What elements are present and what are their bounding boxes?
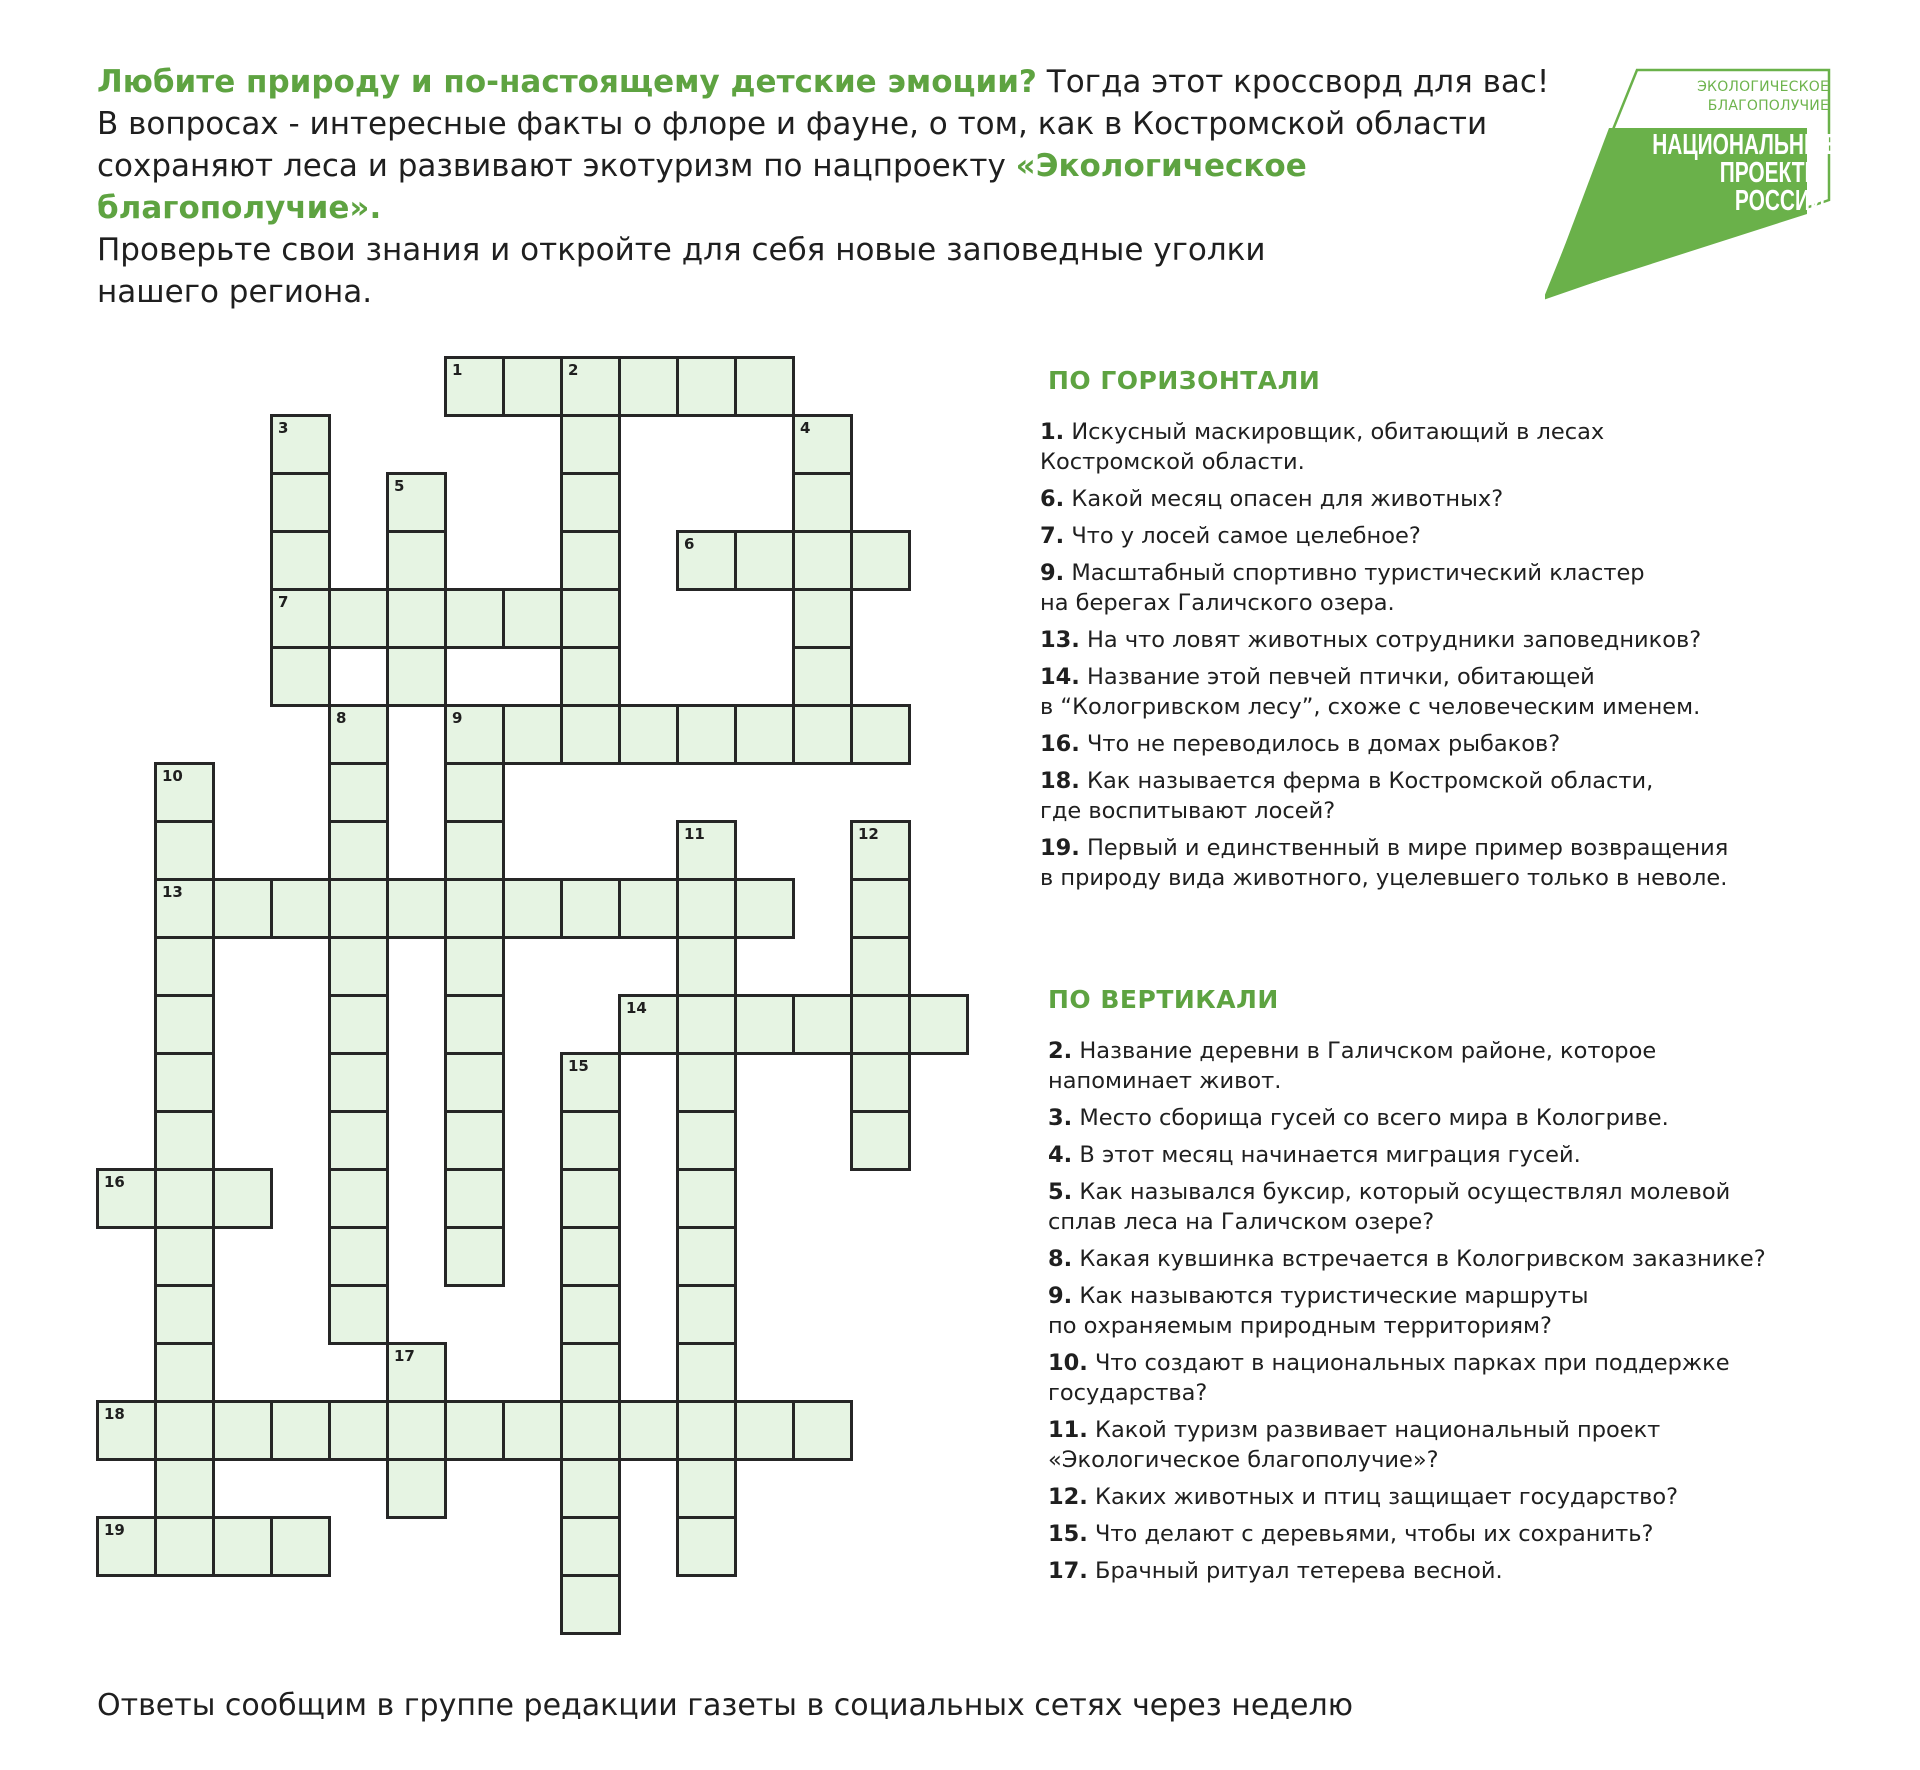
crossword-cell[interactable]	[444, 704, 505, 765]
crossword-cell[interactable]	[212, 1516, 273, 1577]
crossword-cell[interactable]	[386, 588, 447, 649]
clue-text: Какая кувшинка встречается в Кологривском заказнике?	[1072, 1246, 1766, 1272]
crossword-cell[interactable]	[850, 1110, 911, 1171]
clue-num: 9.	[1040, 560, 1065, 586]
clue-num: 5.	[1048, 1179, 1073, 1205]
crossword-cell[interactable]	[386, 472, 447, 533]
crossword-cell[interactable]	[270, 1400, 331, 1461]
crossword-cell[interactable]	[444, 588, 505, 649]
crossword-cell[interactable]	[676, 820, 737, 881]
crossword-cell[interactable]	[676, 530, 737, 591]
clue-number: 13	[162, 883, 183, 901]
intro-line-1	[97, 61, 1557, 103]
crossword-cell[interactable]	[386, 1458, 447, 1519]
down-clues	[1040, 985, 1880, 1593]
crossword-cell[interactable]	[154, 820, 215, 881]
crossword-cell[interactable]	[270, 472, 331, 533]
crossword-cell[interactable]	[444, 1110, 505, 1171]
crossword-cell[interactable]	[386, 1400, 447, 1461]
crossword-cell[interactable]	[560, 1458, 621, 1519]
crossword-cell[interactable]	[676, 1516, 737, 1577]
clue-num: 19.	[1040, 835, 1080, 861]
across-clue	[1040, 417, 1880, 477]
clue-num: 11.	[1048, 1417, 1088, 1443]
clue-text: Название деревни в Галичском районе, которое напоминает живот.	[1048, 1038, 1657, 1094]
clue-text: Название этой певчей птички, обитающей в “Кологривском лесу”, схоже с человеческим именем.	[1040, 664, 1701, 720]
crossword-cell[interactable]	[676, 1226, 737, 1287]
crossword-cell[interactable]	[328, 1284, 389, 1345]
crossword-cell[interactable]	[328, 1226, 389, 1287]
clue-num: 7.	[1040, 523, 1065, 549]
crossword-cell[interactable]	[792, 1400, 853, 1461]
crossword-cell[interactable]	[676, 1284, 737, 1345]
crossword-cell[interactable]	[908, 994, 969, 1055]
crossword-cell[interactable]	[850, 878, 911, 939]
clue-number: 18	[104, 1405, 125, 1423]
crossword-cell[interactable]	[734, 994, 795, 1055]
across-clue	[1040, 521, 1880, 551]
crossword-cell[interactable]	[734, 704, 795, 765]
crossword-cell[interactable]	[560, 1400, 621, 1461]
crossword-cell[interactable]	[154, 936, 215, 997]
clue-text: Первый и единственный в мире пример возвращения в природу вида животного, уцелевшего только в неволе.	[1040, 835, 1729, 891]
crossword-cell[interactable]	[154, 1110, 215, 1171]
clue-num: 12.	[1048, 1484, 1088, 1510]
down-clue	[1048, 1519, 1880, 1549]
crossword-cell[interactable]	[270, 646, 331, 707]
crossword-cell[interactable]	[444, 762, 505, 823]
clue-number: 12	[858, 825, 879, 843]
crossword-cell[interactable]	[328, 588, 389, 649]
crossword-cell[interactable]	[560, 704, 621, 765]
crossword-cell[interactable]	[560, 878, 621, 939]
intro-line-2: В вопросах - интересные факты о флоре и фауне, о том, как в Костромской области	[97, 106, 1488, 142]
crossword-cell[interactable]	[96, 1400, 157, 1461]
crossword-cell[interactable]	[850, 820, 911, 881]
clue-text: Брачный ритуал тетерева весной.	[1087, 1558, 1503, 1584]
down-clue	[1048, 1482, 1880, 1512]
crossword-cell[interactable]	[850, 530, 911, 591]
crossword-cell[interactable]	[734, 1400, 795, 1461]
crossword-cell[interactable]	[850, 936, 911, 997]
crossword-cell[interactable]	[328, 1168, 389, 1229]
across-clue	[1040, 729, 1880, 759]
crossword-cell[interactable]	[792, 994, 853, 1055]
crossword-cell[interactable]	[734, 878, 795, 939]
clue-text: Как назывался буксир, который осуществлял молевой сплав леса на Галичском озере?	[1048, 1179, 1731, 1235]
crossword-cell[interactable]	[328, 878, 389, 939]
intro-line-4: Проверьте свои знания и откройте для себя новые заповедные уголки	[97, 232, 1266, 268]
clue-text: Что создают в национальных парках при поддержке государства?	[1048, 1350, 1730, 1406]
crossword-cell[interactable]	[444, 936, 505, 997]
crossword-cell[interactable]	[560, 588, 621, 649]
down-clue	[1048, 1244, 1880, 1274]
clue-text: Искусный маскировщик, обитающий в лесах Костромской области.	[1040, 419, 1605, 475]
logo-top-line-1: ЭКОЛОГИЧЕСКОЕ	[1697, 79, 1829, 95]
crossword-cell[interactable]	[328, 994, 389, 1055]
crossword-cell[interactable]	[560, 414, 621, 475]
intro-line-5: нашего региона.	[97, 274, 373, 310]
logo-main-line-2: ПРОЕКТЫ	[1719, 157, 1825, 189]
crossword-cell[interactable]	[502, 704, 563, 765]
crossword-cell[interactable]	[154, 1052, 215, 1113]
clue-number: 11	[684, 825, 705, 843]
crossword-cell[interactable]	[444, 994, 505, 1055]
crossword-cell[interactable]	[618, 994, 679, 1055]
project-name: «Экологическое благополучие».	[97, 148, 1307, 226]
crossword-cell[interactable]	[618, 356, 679, 417]
crossword-cell[interactable]	[792, 588, 853, 649]
clue-number: 19	[104, 1521, 125, 1539]
clue-text: Какой туризм развивает национальный проект «Экологическое благополучие»?	[1048, 1417, 1661, 1473]
crossword-cell[interactable]	[676, 1052, 737, 1113]
clue-text: Что делают с деревьями, чтобы их сохранить?	[1087, 1521, 1654, 1547]
crossword-cell[interactable]	[270, 1516, 331, 1577]
crossword-cell[interactable]	[270, 878, 331, 939]
clue-num: 3.	[1048, 1105, 1073, 1131]
intro-lead-rest: Тогда этот кроссворд для вас!	[1036, 64, 1550, 100]
crossword-cell[interactable]	[154, 1458, 215, 1519]
down-clue	[1048, 1281, 1880, 1341]
crossword-cell[interactable]	[734, 530, 795, 591]
crossword-cell[interactable]	[154, 878, 215, 939]
crossword-cell[interactable]	[212, 878, 273, 939]
crossword-cell[interactable]	[444, 356, 505, 417]
down-clue-list	[1040, 1036, 1880, 1586]
down-clue	[1048, 1140, 1880, 1170]
crossword-cell[interactable]	[618, 1400, 679, 1461]
crossword-cell[interactable]	[560, 472, 621, 533]
clue-number: 7	[278, 593, 289, 611]
crossword-cell[interactable]	[850, 994, 911, 1055]
crossword-cell[interactable]	[792, 646, 853, 707]
clue-number: 6	[684, 535, 695, 553]
crossword-cell[interactable]	[154, 1516, 215, 1577]
clue-num: 14.	[1040, 664, 1080, 690]
crossword-cell[interactable]	[154, 1400, 215, 1461]
crossword-cell[interactable]	[96, 1516, 157, 1577]
logo-top-line-2: БЛАГОПОЛУЧИЕ	[1707, 98, 1829, 114]
down-clue	[1048, 1348, 1880, 1408]
logo-main-line-1: НАЦИОНАЛЬНЫЕ	[1652, 129, 1839, 161]
crossword-cell[interactable]	[560, 1342, 621, 1403]
crossword-cell[interactable]	[328, 936, 389, 997]
clue-text: В этот месяц начинается миграция гусей.	[1072, 1142, 1581, 1168]
crossword-cell[interactable]	[676, 1342, 737, 1403]
clue-number: 2	[568, 361, 579, 379]
crossword-cell[interactable]	[502, 878, 563, 939]
clue-number: 5	[394, 477, 405, 495]
crossword-cell[interactable]	[328, 1110, 389, 1171]
crossword-cell[interactable]	[560, 646, 621, 707]
crossword-cell[interactable]	[444, 820, 505, 881]
clue-num: 4.	[1048, 1142, 1073, 1168]
crossword-cell[interactable]	[212, 1168, 273, 1229]
crossword-cell[interactable]	[154, 1342, 215, 1403]
crossword-cell[interactable]	[212, 1400, 273, 1461]
footer-note: Ответы сообщим в группе редакции газеты в социальных сетях через неделю	[97, 1688, 1353, 1723]
crossword-cell[interactable]	[676, 1400, 737, 1461]
crossword-cell[interactable]	[850, 704, 911, 765]
clue-num: 9.	[1048, 1283, 1073, 1309]
across-clue	[1040, 484, 1880, 514]
clue-num: 6.	[1040, 486, 1065, 512]
clue-num: 15.	[1048, 1521, 1088, 1547]
clue-num: 1.	[1040, 419, 1065, 445]
crossword-cell[interactable]	[328, 762, 389, 823]
across-title: ПО ГОРИЗОНТАЛИ	[1048, 366, 1321, 395]
crossword-cell[interactable]	[850, 1052, 911, 1113]
clue-num: 18.	[1040, 768, 1080, 794]
intro-text	[97, 61, 1557, 313]
crossword-cell[interactable]	[560, 530, 621, 591]
down-clue	[1048, 1103, 1880, 1133]
crossword-cell[interactable]	[560, 1110, 621, 1171]
crossword-cell[interactable]	[154, 1284, 215, 1345]
crossword-cell[interactable]	[270, 530, 331, 591]
crossword-cell[interactable]	[560, 1226, 621, 1287]
crossword-cell[interactable]	[792, 414, 853, 475]
crossword-cell[interactable]	[328, 820, 389, 881]
crossword-cell[interactable]	[154, 994, 215, 1055]
intro-lead-question: Любите природу и по-настоящему детские эмоции?	[97, 64, 1037, 100]
crossword-cell[interactable]	[444, 1052, 505, 1113]
across-clues	[1040, 366, 1880, 900]
clue-number: 8	[336, 709, 347, 727]
down-clue	[1048, 1556, 1880, 1586]
clue-num: 16.	[1040, 731, 1080, 757]
crossword-cell[interactable]	[560, 1284, 621, 1345]
crossword-cell[interactable]	[792, 704, 853, 765]
clue-text: Как называются туристические маршруты по охраняемым природным территориям?	[1048, 1283, 1589, 1339]
crossword-cell[interactable]	[386, 530, 447, 591]
crossword-cell[interactable]	[444, 1168, 505, 1229]
clue-num: 17.	[1048, 1558, 1088, 1584]
clue-num: 8.	[1048, 1246, 1073, 1272]
across-clue	[1040, 766, 1880, 826]
clue-text: Место сборища гусей со всего мира в Кологриве.	[1072, 1105, 1669, 1131]
crossword-cell[interactable]	[386, 1342, 447, 1403]
crossword-cell[interactable]	[676, 356, 737, 417]
crossword-cell[interactable]	[560, 1052, 621, 1113]
crossword-cell[interactable]	[502, 1400, 563, 1461]
clue-number: 1	[452, 361, 463, 379]
clue-number: 14	[626, 999, 647, 1017]
clue-text: Какой месяц опасен для животных?	[1064, 486, 1504, 512]
clue-text: Что у лосей самое целебное?	[1064, 523, 1421, 549]
crossword-cell[interactable]	[560, 1168, 621, 1229]
crossword-cell[interactable]	[676, 1168, 737, 1229]
crossword-cell[interactable]	[502, 356, 563, 417]
down-title: ПО ВЕРТИКАЛИ	[1048, 985, 1279, 1014]
crossword-cell[interactable]	[618, 704, 679, 765]
clue-num: 10.	[1048, 1350, 1088, 1376]
crossword-cell[interactable]	[154, 762, 215, 823]
crossword-cell[interactable]	[328, 1400, 389, 1461]
clue-number: 15	[568, 1057, 589, 1075]
clue-number: 16	[104, 1173, 125, 1191]
across-clue	[1040, 558, 1880, 618]
crossword-cell[interactable]	[386, 878, 447, 939]
crossword-cell[interactable]	[676, 1458, 737, 1519]
clue-number: 4	[800, 419, 811, 437]
clue-number: 9	[452, 709, 463, 727]
across-clue-list	[1040, 417, 1880, 893]
crossword-cell[interactable]	[560, 1516, 621, 1577]
crossword-cell[interactable]	[386, 646, 447, 707]
down-clue	[1048, 1415, 1880, 1475]
crossword-cell[interactable]	[154, 1226, 215, 1287]
crossword-cell[interactable]	[676, 1110, 737, 1171]
crossword-cell[interactable]	[676, 994, 737, 1055]
across-clue	[1040, 662, 1880, 722]
across-clue	[1040, 833, 1880, 893]
clue-number: 17	[394, 1347, 415, 1365]
crossword-cell[interactable]	[444, 1400, 505, 1461]
crossword-cell[interactable]	[676, 936, 737, 997]
clue-text: Что не переводилось в домах рыбаков?	[1079, 731, 1561, 757]
crossword-cell[interactable]	[792, 530, 853, 591]
clue-text: Масштабный спортивно туристический кластер на берегах Галичского озера.	[1040, 560, 1645, 616]
clue-num: 13.	[1040, 627, 1080, 653]
crossword-cell[interactable]	[154, 1168, 215, 1229]
crossword-cell[interactable]	[676, 878, 737, 939]
down-clue	[1048, 1177, 1880, 1237]
crossword-cell[interactable]	[502, 588, 563, 649]
clue-number: 3	[278, 419, 289, 437]
crossword-cell[interactable]	[328, 1052, 389, 1113]
intro-line-3	[97, 145, 1557, 229]
crossword-cell[interactable]	[270, 588, 331, 649]
crossword-cell[interactable]	[270, 414, 331, 475]
crossword-cell[interactable]	[96, 1168, 157, 1229]
crossword-cell[interactable]	[444, 1226, 505, 1287]
crossword-cell[interactable]	[444, 878, 505, 939]
clue-num: 2.	[1048, 1038, 1073, 1064]
crossword-cell[interactable]	[560, 356, 621, 417]
crossword-cell[interactable]	[560, 1574, 621, 1635]
clue-text: Каких животных и птиц защищает государство?	[1087, 1484, 1679, 1510]
intro-line-3-text: сохраняют леса и развивают экотуризм по нацпроекту	[97, 148, 1016, 184]
crossword-cell[interactable]	[328, 704, 389, 765]
across-clue	[1040, 625, 1880, 655]
crossword-cell[interactable]	[618, 878, 679, 939]
clue-text: На что ловят животных сотрудники заповедников?	[1079, 627, 1702, 653]
crossword-cell[interactable]	[792, 472, 853, 533]
down-clue	[1048, 1036, 1880, 1096]
clue-text: Как называется ферма в Костромской области, где воспитывают лосей?	[1040, 768, 1654, 824]
logo-main-line-3: РОССИИ	[1734, 185, 1825, 217]
crossword-cell[interactable]	[676, 704, 737, 765]
crossword-cell[interactable]	[734, 356, 795, 417]
clue-number: 10	[162, 767, 183, 785]
national-projects-logo	[1545, 66, 1839, 304]
